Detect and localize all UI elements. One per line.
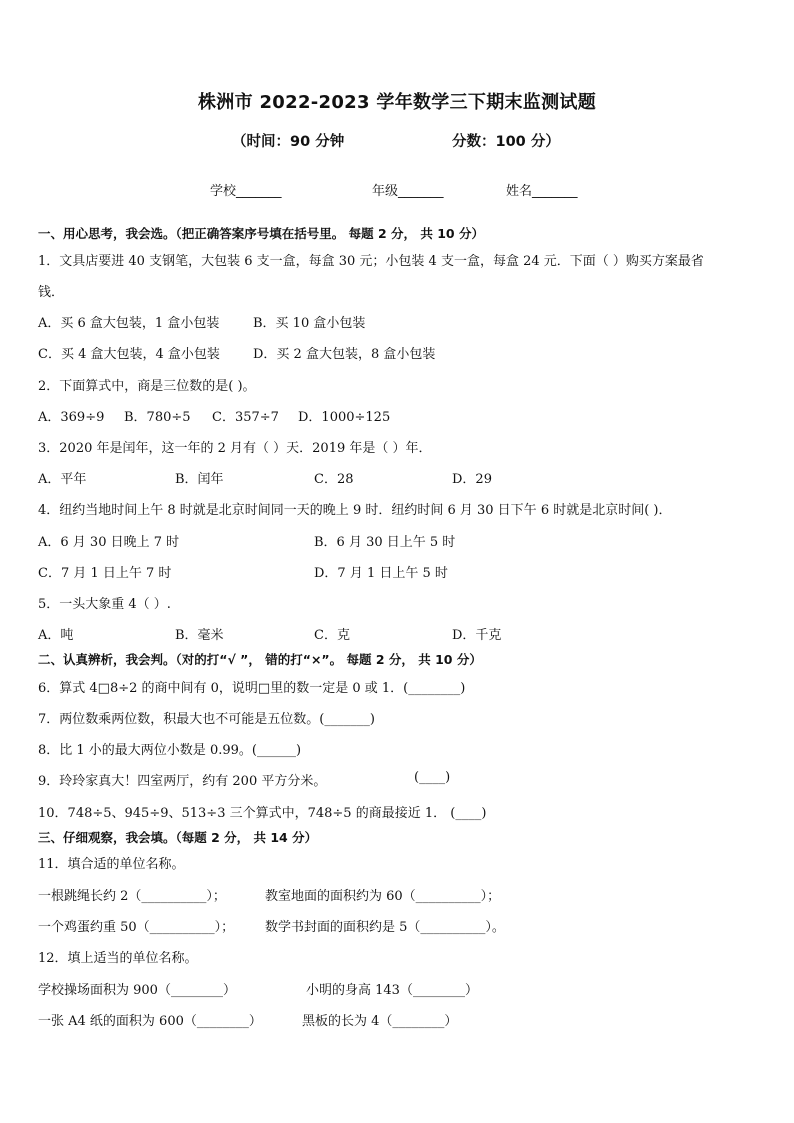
question-11-stem: 11．填合适的单位名称。 — [38, 857, 185, 872]
exam-time: （时间：90 分钟 — [232, 134, 345, 150]
question-2-option-b: B．780÷5 — [124, 410, 191, 425]
question-5-option-b: B．毫米 — [175, 628, 224, 643]
question-8: 8．比 1 小的最大两位小数是 0.99。(______) — [38, 743, 302, 758]
question-12-item-c: 一张 A4 纸的面积为 600（________） — [38, 1014, 262, 1029]
question-11-item-b: 教室地面的面积约为 60（__________）； — [265, 889, 501, 904]
name-field: 姓名_______ — [506, 184, 578, 199]
question-1-option-b: B．买 10 盒小包装 — [253, 316, 366, 331]
question-11-item-c: 一个鸡蛋约重 50（__________）； — [38, 920, 235, 935]
school-field: 学校_______ — [210, 184, 282, 199]
question-11-item-d: 数学书封面的面积约是 5（__________）。 — [265, 920, 505, 935]
question-4-option-a: A．6 月 30 日晚上 7 时 — [38, 535, 180, 550]
question-12-item-b: 小明的身高 143（________） — [306, 983, 478, 998]
question-3-option-d: D．29 — [452, 472, 492, 487]
question-2-option-c: C．357÷7 — [212, 410, 279, 425]
question-3-option-a: A．平年 — [38, 472, 87, 487]
question-11-item-a: 一根跳绳长约 2（__________）； — [38, 889, 226, 904]
question-5-option-d: D．千克 — [452, 628, 502, 643]
question-5-stem: 5．一头大象重 4（ ）. — [38, 597, 171, 612]
exam-score: 分数：100 分） — [452, 134, 560, 150]
grade-field: 年级_______ — [372, 184, 444, 199]
question-5-option-c: C．克 — [314, 628, 350, 643]
question-12-stem: 12．填上适当的单位名称。 — [38, 951, 198, 966]
question-3-stem: 3．2020 年是闰年，这一年的 2 月有（ ）天．2019 年是（ ）年． — [38, 441, 432, 456]
question-3-option-b: B．闰年 — [175, 472, 224, 487]
question-4-option-d: D．7 月 1 日上午 5 时 — [314, 566, 448, 581]
question-7: 7．两位数乘两位数，积最大也不可能是五位数。(_______) — [38, 712, 375, 727]
section-1-heading: 一、用心思考，我会选。（把正确答案序号填在括号里。 每题 2 分， 共 10 分） — [38, 226, 484, 241]
question-9: 9．玲玲家真大！四室两厅，约有 200 平方分米。 — [38, 774, 327, 789]
page-title: 株洲市 2022-2023 学年数学三下期末监测试题 — [198, 92, 596, 113]
section-2-heading: 二、认真辨析，我会判。（对的打“√ ”， 错的打“×”。 每题 2 分， 共 10 分） — [38, 652, 482, 667]
section-3-heading: 三、仔细观察，我会填。（每题 2 分， 共 14 分） — [38, 830, 318, 845]
question-2-stem: 2．下面算式中，商是三位数的是( )。 — [38, 379, 256, 394]
question-1-option-d: D．买 2 盒大包装，8 盒小包装 — [253, 347, 436, 362]
question-2-option-a: A．369÷9 — [38, 410, 105, 425]
question-10: 10．748÷5、945÷9、513÷3 三个算式中，748÷5 的商最接近 1． (____) — [38, 806, 487, 821]
question-2-option-d: D．1000÷125 — [298, 410, 391, 425]
question-12-item-d: 黑板的长为 4（________） — [302, 1014, 458, 1029]
question-5-option-a: A．吨 — [38, 628, 74, 643]
question-1-stem-cont: 钱． — [38, 285, 65, 300]
question-4-stem: 4．纽约当地时间上午 8 时就是北京时间同一天的晚上 9 时．纽约时间 6 月 30 日下午 6 时就是北京时间( )． — [38, 503, 672, 518]
question-1-stem: 1．文具店要进 40 支钢笔，大包装 6 支一盒，每盒 30 元；小包装 4 支一盒，每盒 24 元．下面（ ）购买方案最省 — [38, 254, 704, 269]
question-1-option-c: C．买 4 盒大包装，4 盒小包装 — [38, 347, 220, 362]
question-4-option-c: C．7 月 1 日上午 7 时 — [38, 566, 172, 581]
question-3-option-c: C．28 — [314, 472, 354, 487]
question-4-option-b: B．6 月 30 日上午 5 时 — [314, 535, 456, 550]
question-6: 6．算式 4□8÷2 的商中间有 0，说明□里的数一定是 0 或 1．(________) — [38, 681, 466, 696]
question-9-answer-blank: (____) — [414, 770, 451, 785]
question-12-item-a: 学校操场面积为 900（________） — [38, 983, 236, 998]
question-1-option-a: A．买 6 盒大包装，1 盒小包装 — [38, 316, 220, 331]
